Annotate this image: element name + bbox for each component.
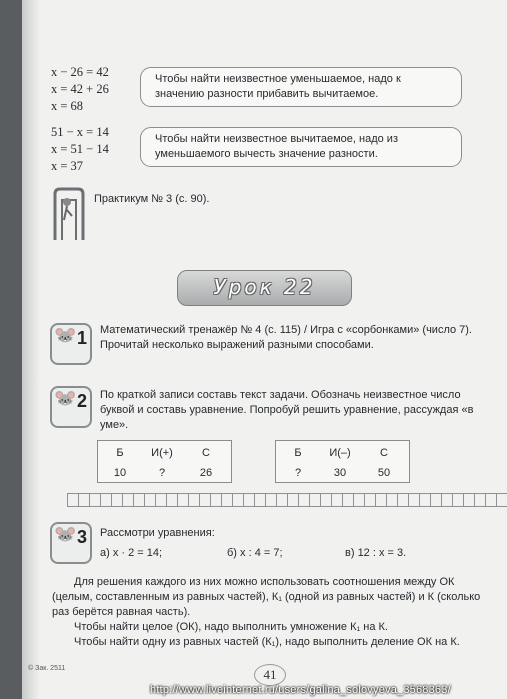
example-2-equations [51, 124, 109, 175]
table-header: И(+) [151, 447, 173, 459]
equation-line: x − 26 = 42 [51, 65, 109, 79]
table-value: 30 [333, 467, 347, 479]
explanation-paragraph: Для решения каждого из них можно использовать соотношения между ОК (целым, составленным из равных частей), К₁ (одной из равных частей) и К (сколько раз берётся равная часть). [52, 576, 481, 618]
rule-paragraph-whole: Чтобы найти целое (ОК), надо выполнить умножение К₁ на К. [74, 621, 388, 633]
lesson-title: Урок 22 [213, 275, 316, 299]
page-gutter-shadow [22, 0, 40, 699]
equation-line: 51 − x = 14 [51, 125, 109, 139]
practicum-text: Практикум № 3 (с. 90). [94, 193, 210, 205]
task-1-badge [50, 323, 92, 365]
equation-line: x = 68 [51, 99, 84, 113]
task-1-text: Математический тренажёр № 4 (с. 115) / Игра с «сорбонками» (число 7). Прочитай несколько выражений разными способами. [100, 324, 472, 351]
grid-strip [67, 493, 507, 507]
equation-b: б) x : 4 = 7; [227, 547, 283, 559]
textbook-page [22, 0, 507, 699]
equation-line: x = 42 + 26 [51, 82, 109, 96]
print-order-code: © Зак. 2511 [28, 665, 66, 672]
mouse-icon: 🐭 [54, 524, 77, 544]
table-header: С [202, 447, 210, 459]
table-value: 10 [113, 467, 127, 479]
table-header: И(–) [329, 447, 351, 459]
short-record-table-2 [275, 440, 410, 483]
table-header: Б [294, 447, 302, 459]
equation-a: а) x · 2 = 14; [100, 547, 163, 559]
table-value: ? [294, 467, 302, 479]
table-value: 26 [199, 467, 213, 479]
rule-paragraph-part: Чтобы найти одну из равных частей (К₁), надо выполнить деление ОК на К. [74, 636, 460, 648]
rule-text: Чтобы найти неизвестное уменьшаемое, надо к значению разности прибавить вычитаемое. [155, 73, 401, 100]
mouse-icon: 🐭 [54, 325, 77, 345]
table-value: 50 [377, 467, 391, 479]
equation-c: в) 12 : x = 3. [345, 547, 407, 559]
lesson-title-banner [177, 270, 352, 306]
task-number: 2 [76, 391, 87, 411]
rule-text: Чтобы найти неизвестное вычитаемое, надо из уменьшаемого вычесть значение разности. [155, 133, 398, 160]
page-number: 41 [254, 664, 286, 686]
task-3-badge [50, 522, 92, 564]
short-record-table-1 [97, 440, 232, 483]
task-2-badge [50, 386, 92, 428]
task-number: 3 [76, 527, 87, 547]
practicum-icon [52, 186, 86, 242]
table-header: С [380, 447, 388, 459]
equation-line: x = 37 [51, 159, 84, 173]
rule-box-2 [140, 127, 462, 167]
task-3-text: Рассмотри уравнения: [100, 527, 215, 539]
table-header: Б [116, 447, 124, 459]
example-1-equations [51, 64, 109, 115]
table-value: ? [158, 467, 166, 479]
rule-box-1 [140, 67, 462, 107]
task-2-text: По краткой записи составь текст задачи. Обозначь неизвестное число буквой и составь уравнение. Попробуй решить уравнение, рассуждая «в уме». [100, 389, 474, 431]
mouse-icon: 🐭 [54, 388, 77, 408]
task-number: 1 [76, 328, 87, 348]
equation-line: x = 51 − 14 [51, 142, 109, 156]
watermark-url: http://www.liveinternet.ru/users/galina_solovyeva_3568363/ [150, 684, 451, 696]
